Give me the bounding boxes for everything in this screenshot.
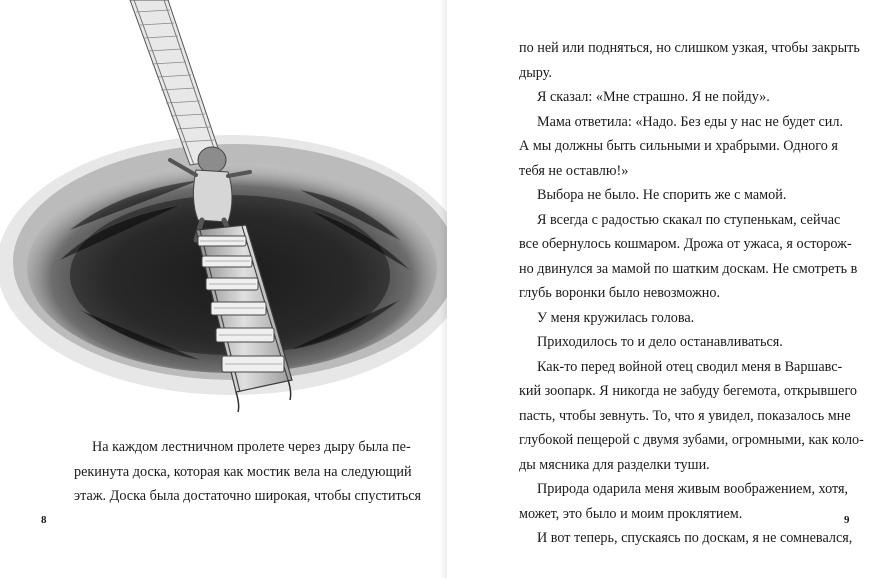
text-line: тебя не оставлю!» (519, 162, 629, 179)
text-line: Как-то перед войной отец сводил меня в Варшавс- (537, 358, 843, 375)
page-number-left: 8 (41, 514, 47, 526)
left-page-text (74, 435, 422, 509)
ladder-hole-illustration (0, 0, 447, 430)
text-line: У меня кружилась голова. (537, 309, 695, 326)
text-line: все обернулось кошмаром. Дрожа от ужаса, я осторож- (519, 236, 852, 252)
page-number-right: 9 (844, 514, 850, 526)
text-line: Выбора не было. Не спорить же с мамой. (537, 187, 787, 203)
text-line: И вот теперь, спускаясь по доскам, я не сомневался, (537, 530, 853, 546)
right-page-text (519, 36, 864, 551)
text-line: Природа одарила меня живым воображением, хотя, (537, 481, 849, 497)
text-line: Я сказал: «Мне страшно. Я не пойду». (537, 89, 770, 105)
text-line: глубокой пещерой с двумя зубами, огромными, как коло- (519, 432, 864, 448)
text-line: Мама ответила: «Надо. Без еды у нас не будет сил. (537, 113, 843, 130)
text-line: Приходилось то и дело останавливаться. (537, 334, 783, 350)
text-line: На каждом лестничном пролете через дыру была пе- (92, 439, 411, 455)
text-line: но двинулся за мамой по шатким доскам. Не смотреть в (519, 260, 858, 277)
text-line: этаж. Доска была достаточно широкая, чтобы спуститься (74, 488, 422, 504)
text-line: глубь воронки было невозможно. (519, 285, 721, 301)
text-line: дыру. (519, 64, 552, 81)
text-line: рекинута доска, которая как мостик вела на следующий (74, 463, 412, 480)
text-line: кий зоопарк. Я никогда не забуду бегемота, открывшего (519, 383, 858, 399)
text-line: может, это было и моим проклятием. (519, 505, 743, 522)
text-line: пасть, чтобы зевнуть. То, что я увидел, показалось мне (519, 407, 851, 424)
text-line: Я всегда с радостью скакал по ступенькам, сейчас (537, 211, 841, 228)
text-line: по ней или подняться, но слишком узкая, чтобы закрыть (519, 40, 860, 56)
text-line: ды мясника для разделки туши. (519, 456, 710, 473)
text-line: А мы должны быть сильными и храбрыми. Одного я (519, 138, 838, 154)
